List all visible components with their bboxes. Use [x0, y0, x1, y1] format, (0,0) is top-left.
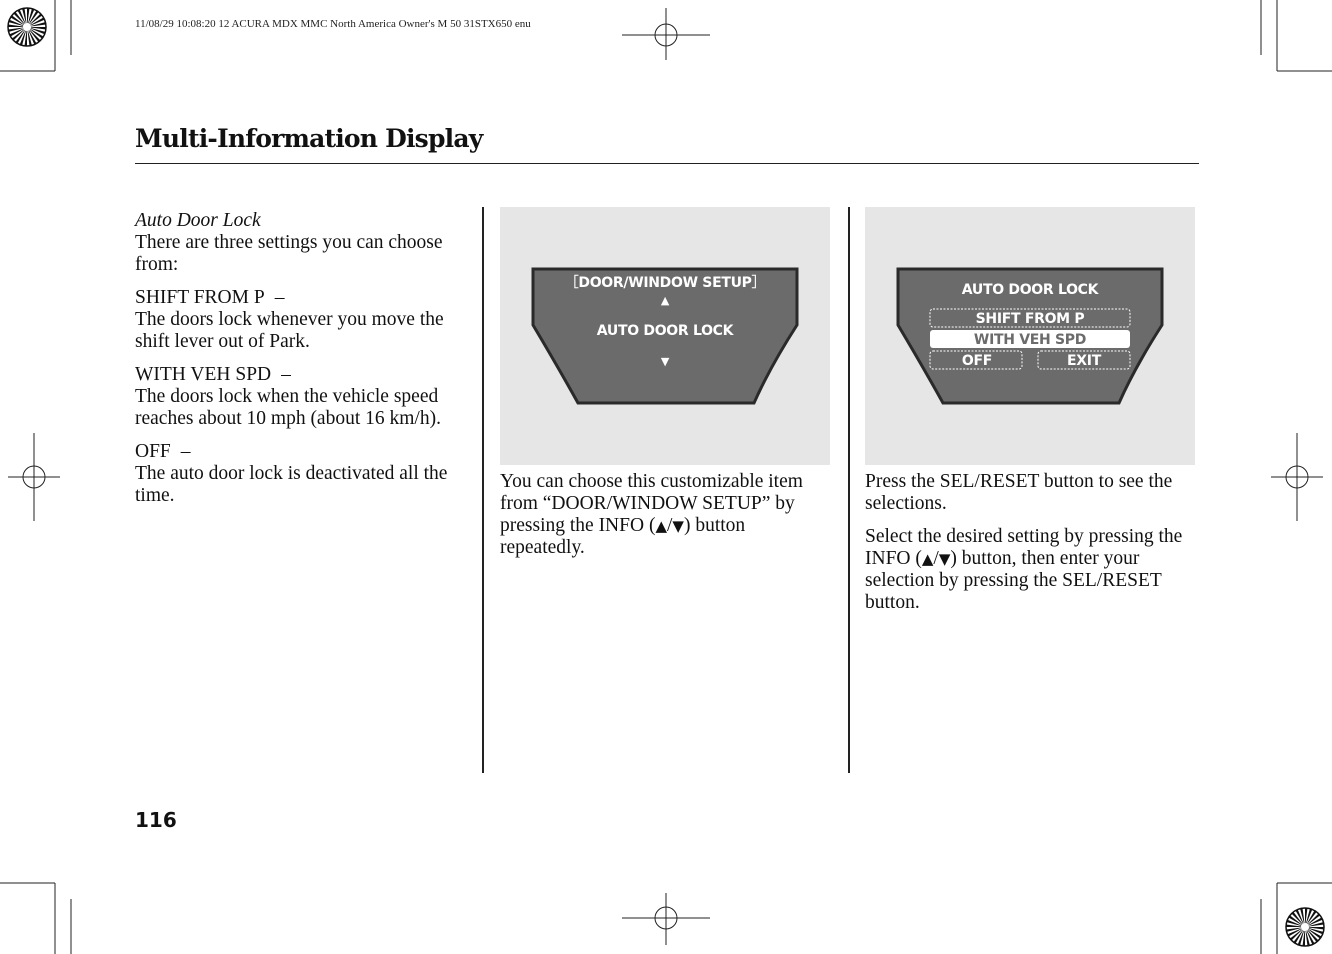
- option-dash: –: [281, 364, 291, 385]
- display-figure-auto-door-lock: [865, 207, 1195, 465]
- slash: /: [933, 548, 939, 569]
- bracket-right: ］: [751, 275, 766, 291]
- up-arrow-icon: ▲: [660, 294, 670, 307]
- slash: /: [667, 515, 673, 536]
- display-figure-door-window-setup: [500, 207, 830, 465]
- lcd-header-label: [565, 274, 766, 291]
- down-arrow-icon: ▼: [660, 355, 670, 368]
- lcd-option-exit: EXIT: [1067, 353, 1101, 369]
- up-triangle-icon: ▲: [921, 550, 934, 568]
- starburst-mark-bottom-right: [1286, 908, 1324, 946]
- option-with-veh-spd: [135, 364, 465, 430]
- section-heading: Auto Door Lock: [135, 210, 261, 231]
- print-header-line: 11/08/29 10:08:20 12 ACURA MDX MMC North America Owner's M 50 31STX650 enu: [135, 18, 531, 30]
- option-dash: –: [180, 441, 191, 462]
- choose-item-text: [500, 471, 832, 559]
- option-dash: –: [274, 287, 285, 308]
- lcd-header-label: AUTO DOOR LOCK: [961, 282, 1099, 298]
- option-name: SHIFT FROM P: [135, 287, 265, 308]
- column-divider-2: [848, 207, 850, 773]
- auto-door-lock-section: [135, 210, 465, 518]
- registration-mark-right: [1271, 433, 1323, 521]
- registration-mark-bottom: [622, 893, 710, 945]
- lcd-item-label: AUTO DOOR LOCK: [596, 323, 734, 339]
- option-shift-from-p: [135, 287, 465, 353]
- option-off: [135, 441, 465, 507]
- option-description: The auto door lock is deactivated all the time.: [135, 463, 448, 506]
- up-triangle-icon: ▲: [655, 517, 667, 535]
- text-segment: You can choose this customizable item from “DOOR/WINDOW SETUP” by pressing the INFO (: [500, 471, 803, 536]
- option-name: WITH VEH SPD: [135, 364, 272, 385]
- down-triangle-icon: ▼: [672, 517, 684, 535]
- column-3-instructions: [865, 471, 1205, 625]
- lcd-option-shift-from-p: SHIFT FROM P: [975, 311, 1085, 327]
- option-name: OFF: [135, 441, 171, 462]
- column-divider-1: [482, 207, 484, 773]
- title-rule: [135, 163, 1199, 164]
- option-description: The doors lock whenever you move the shift lever out of Park.: [135, 309, 444, 352]
- registration-mark-top: [622, 8, 710, 60]
- page-number: 116: [135, 808, 177, 832]
- page-title: Multi-Information Display: [135, 124, 483, 153]
- text-segment: ) button, then enter your selection by pressing the SEL/RESET button.: [865, 548, 1162, 613]
- column-2-instructions: [500, 471, 832, 570]
- intro-text: There are three settings you can choose from:: [135, 232, 443, 275]
- bracket-left: ［: [564, 275, 579, 291]
- starburst-mark-top-left: [8, 8, 46, 46]
- select-setting-text: [865, 526, 1205, 614]
- lcd-option-off: OFF: [961, 353, 993, 369]
- lcd-screen-1: [500, 207, 830, 465]
- option-description: The doors lock when the vehicle speed reaches about 10 mph (about 16 km/h).: [135, 386, 441, 429]
- down-triangle-icon: ▼: [938, 550, 951, 568]
- registration-mark-left: [8, 433, 60, 521]
- lcd-screen-2: [865, 207, 1195, 465]
- lcd-option-with-veh-spd: WITH VEH SPD: [973, 332, 1087, 348]
- press-sel-reset-text: Press the SEL/RESET button to see the selections.: [865, 471, 1173, 514]
- lcd-header-text: DOOR/WINDOW SETUP: [578, 275, 752, 291]
- text-segment: Select the desired setting by pressing the INFO (: [865, 526, 1183, 569]
- text-segment: ) button repeatedly.: [500, 515, 746, 558]
